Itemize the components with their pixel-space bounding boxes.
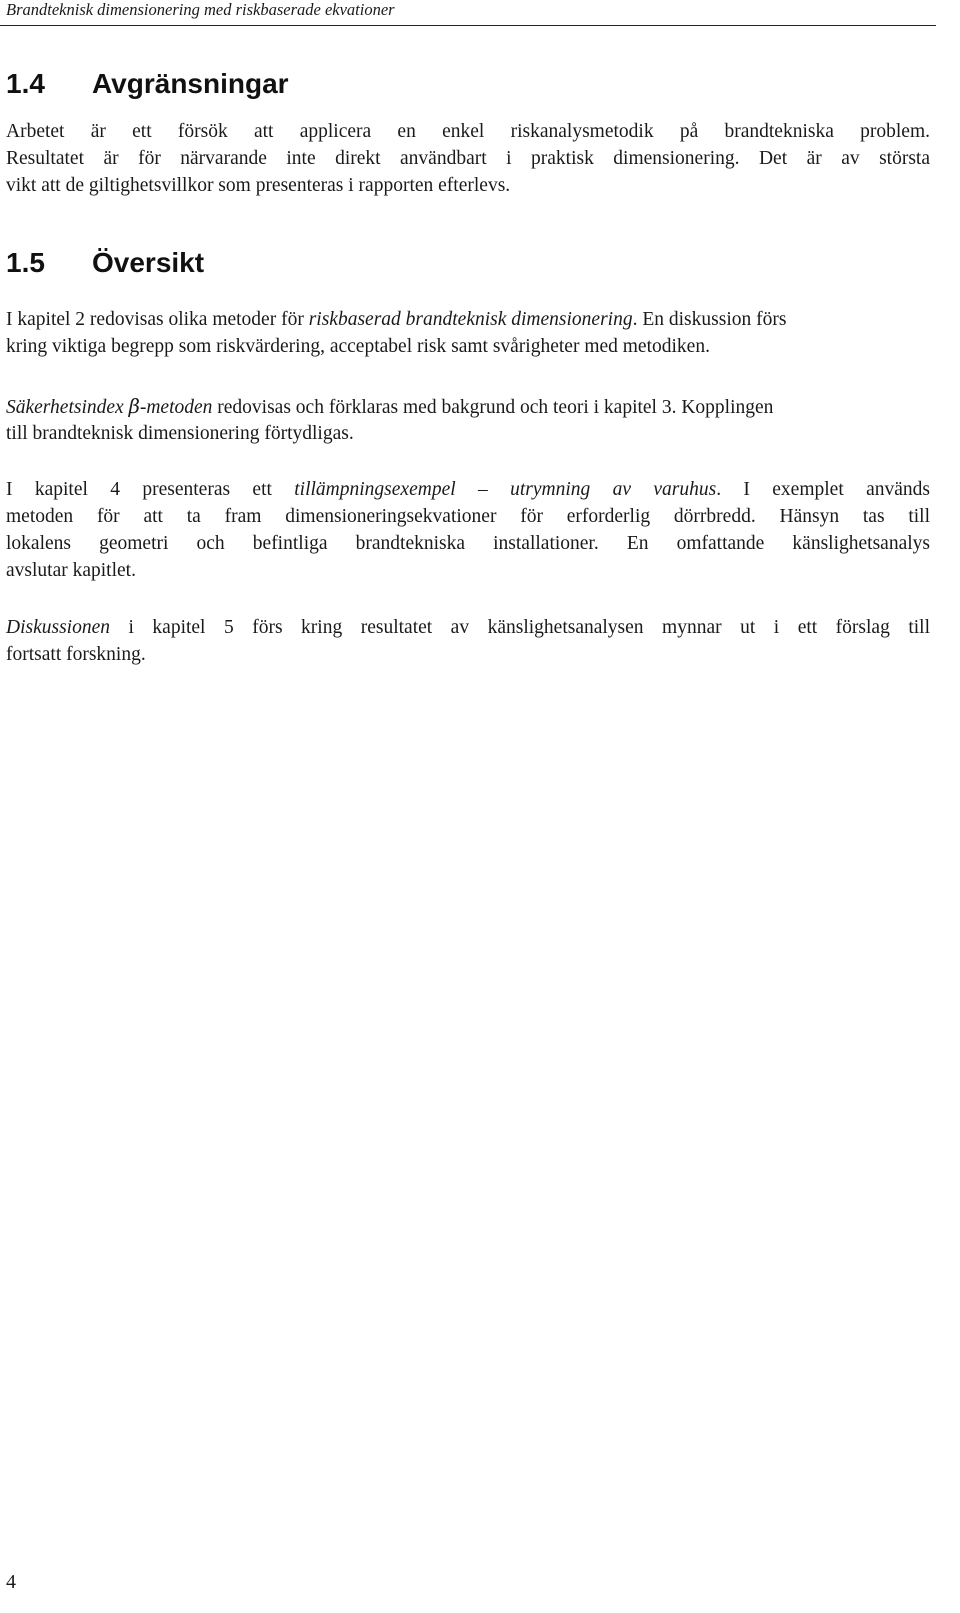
paragraph-line: kring viktiga begrepp som riskvärdering, acceptabel risk samt svårigheter med metodiken. — [6, 336, 710, 357]
paragraph-line — [6, 614, 930, 641]
text-run: I kapitel 4 presenteras ett — [6, 479, 295, 500]
paragraph-line: till brandteknisk dimensionering förtydligas. — [6, 423, 354, 444]
section-number: 1.4 — [6, 68, 45, 99]
paragraph-line: avslutar kapitlet. — [6, 560, 136, 581]
emphasis-text: Säkerhetsindex — [6, 397, 129, 418]
paragraph-limitations — [6, 118, 930, 199]
text-run: i kapitel 5 förs kring resultatet av känslighetsanalysen mynnar ut i ett förslag till — [110, 617, 930, 638]
text-run: redovisas och förklaras med bakgrund och teori i kapitel 3. Kopplingen — [212, 397, 774, 418]
emphasis-text: -metoden — [139, 397, 213, 418]
section-heading-1-5 — [6, 247, 204, 279]
emphasis-text: tillämpningsexempel – utrymning av varuhus — [294, 479, 717, 500]
section-title: Översikt — [92, 247, 205, 278]
paragraph-line: lokalens geometri och befintliga brandtekniska installationer. En omfattande känslighetsanalys — [6, 533, 930, 554]
emphasis-text: Diskussionen — [6, 617, 110, 638]
text-run: . I exemplet används — [716, 479, 930, 500]
emphasis-text: riskbaserad brandteknisk dimensionering — [308, 309, 633, 330]
section-number: 1.5 — [6, 247, 45, 278]
paragraph-chapter-2 — [6, 306, 930, 360]
text-run: . En diskussion förs — [632, 309, 787, 330]
header-rule — [0, 25, 936, 26]
paragraph-line: fortsatt forskning. — [6, 644, 146, 665]
text-run: I kapitel 2 redovisas olika metoder för — [6, 309, 309, 330]
paragraph-chapter-4 — [6, 476, 930, 584]
paragraph-line: Resultatet är för närvarande inte direkt användbart i praktisk dimensionering. Det är av största — [6, 148, 930, 169]
paragraph-line: vikt att de giltighetsvillkor som presenteras i rapporten efterlevs. — [6, 175, 511, 196]
paragraph-chapter-5 — [6, 614, 930, 668]
paragraph-line — [6, 393, 930, 420]
paragraph-line: metoden för att ta fram dimensioneringsekvationer för erforderlig dörrbredd. Hänsyn tas till — [6, 506, 930, 527]
paragraph-line: Arbetet är ett försök att applicera en enkel riskanalysmetodik på brandtekniska problem. — [6, 121, 930, 142]
paragraph-chapter-3 — [6, 393, 930, 447]
running-header: Brandteknisk dimensionering med riskbaserade ekvationer — [6, 0, 395, 19]
paragraph-line — [6, 306, 930, 333]
section-heading-1-4 — [6, 68, 289, 100]
page-number: 4 — [6, 1571, 16, 1593]
paragraph-line — [6, 476, 930, 503]
beta-symbol: β — [128, 395, 140, 418]
section-title: Avgränsningar — [92, 68, 289, 99]
